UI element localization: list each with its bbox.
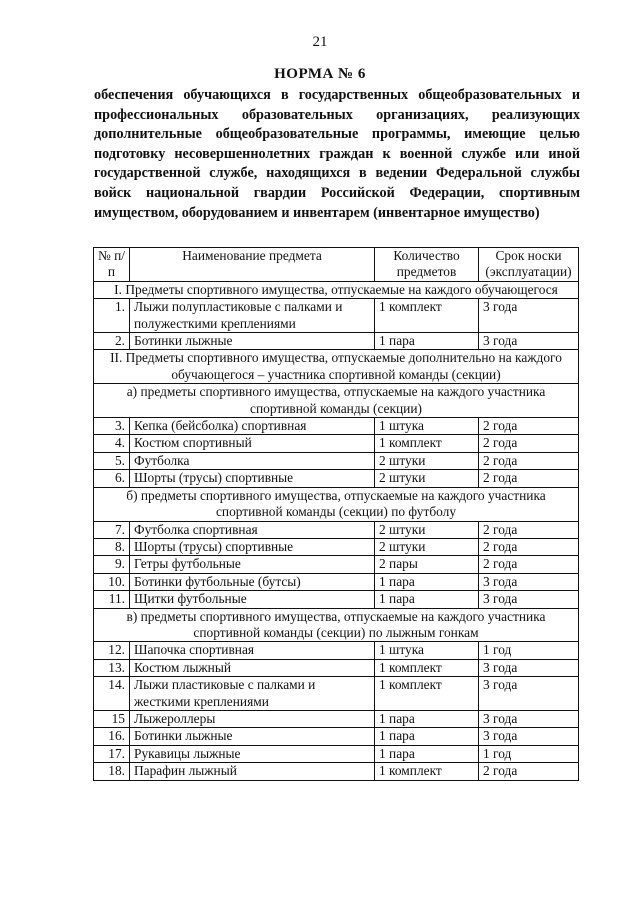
item-term: 1 год — [479, 642, 579, 659]
item-term: 3 года — [479, 299, 579, 333]
item-name: Рукавицы лыжные — [130, 745, 375, 762]
item-quantity: 1 пара — [375, 333, 479, 350]
header-term: Срок носки (эксплуатации) — [479, 248, 579, 282]
table-row — [94, 435, 579, 452]
item-term: 2 года — [479, 538, 579, 555]
item-quantity: 1 комплект — [375, 677, 479, 711]
row-number: 9. — [94, 556, 130, 573]
item-quantity: 1 пара — [375, 573, 479, 590]
table-row — [94, 763, 579, 780]
item-term: 3 года — [479, 659, 579, 676]
subsection-a-heading: а) предметы спортивного имущества, отпускаемые на каждого участника спортивной команды (секции) — [94, 384, 579, 418]
table-row — [94, 573, 579, 590]
row-number: 3. — [94, 418, 130, 435]
page-number: 21 — [312, 34, 328, 50]
row-number: 11. — [94, 591, 130, 608]
table-row — [94, 521, 579, 538]
row-number: 1. — [94, 299, 130, 333]
header-num: № п/п — [94, 248, 130, 282]
item-term: 3 года — [479, 710, 579, 727]
table-row — [94, 745, 579, 762]
item-name: Лыжероллеры — [130, 710, 375, 727]
row-number: 18. — [94, 763, 130, 780]
item-quantity: 1 пара — [375, 728, 479, 745]
row-number: 10. — [94, 573, 130, 590]
table-row — [94, 591, 579, 608]
row-number: 2. — [94, 333, 130, 350]
item-quantity: 2 пары — [375, 556, 479, 573]
row-number: 12. — [94, 642, 130, 659]
table-row — [94, 728, 579, 745]
row-number: 16. — [94, 728, 130, 745]
item-name: Ботинки лыжные — [130, 333, 375, 350]
item-quantity: 1 комплект — [375, 299, 479, 333]
table-row — [94, 452, 579, 469]
row-number: 4. — [94, 435, 130, 452]
document-subtitle: обеспечения обучающихся в государственных общеобразовательных и профессиональных образовательных организациях, реализующих дополнительные общеобразовательные программы, имеющие целью подготовку несовершеннолетних граждан к военной службе или иной государственной службе, находящихся в ведении Федеральной службы войск национальной гвардии Российской Федерации, спортивным имуществом, оборудованием и инвентарем (инвентарное имущество) — [94, 87, 580, 221]
item-term: 2 года — [479, 521, 579, 538]
item-name: Ботинки лыжные — [130, 728, 375, 745]
item-term: 3 года — [479, 333, 579, 350]
item-quantity: 2 штуки — [375, 538, 479, 555]
item-quantity: 1 штука — [375, 642, 479, 659]
item-name: Шапочка спортивная — [130, 642, 375, 659]
table-row — [94, 659, 579, 676]
item-name: Ботинки футбольные (бутсы) — [130, 573, 375, 590]
item-name: Футболка спортивная — [130, 521, 375, 538]
section-2-heading: II. Предметы спортивного имущества, отпускаемые дополнительно на каждого обучающегося – участника спортивной команды (секции) — [94, 350, 579, 384]
item-term: 3 года — [479, 677, 579, 711]
item-quantity: 1 комплект — [375, 659, 479, 676]
item-term: 2 года — [479, 452, 579, 469]
row-number: 7. — [94, 521, 130, 538]
item-name: Лыжи полупластиковые с палками и полужесткими креплениями — [130, 299, 375, 333]
item-term: 2 года — [479, 470, 579, 487]
item-name: Костюм лыжный — [130, 659, 375, 676]
item-quantity: 1 штука — [375, 418, 479, 435]
item-term: 3 года — [479, 573, 579, 590]
subsection-heading-row — [94, 608, 579, 642]
subsection-b-heading: б) предметы спортивного имущества, отпускаемые на каждого участника спортивной команды (секции) по футболу — [94, 487, 579, 521]
table-row — [94, 538, 579, 555]
item-name: Шорты (трусы) спортивные — [130, 538, 375, 555]
item-quantity: 1 пара — [375, 710, 479, 727]
header-qty: Количество предметов — [375, 248, 479, 282]
subsection-heading-row — [94, 384, 579, 418]
item-name: Шорты (трусы) спортивные — [130, 470, 375, 487]
subsection-c-heading: в) предметы спортивного имущества, отпускаемые на каждого участника спортивной команды (секции) по лыжным гонкам — [94, 608, 579, 642]
item-quantity: 2 штуки — [375, 470, 479, 487]
table-row — [94, 677, 579, 711]
table-row — [94, 333, 579, 350]
table-row — [94, 556, 579, 573]
item-name: Щитки футбольные — [130, 591, 375, 608]
document-title: НОРМА № 6 — [274, 66, 366, 82]
item-term: 2 года — [479, 435, 579, 452]
table-row — [94, 418, 579, 435]
section-1-heading: I. Предметы спортивного имущества, отпускаемые на каждого обучающегося — [94, 281, 579, 298]
table-row — [94, 470, 579, 487]
header-name: Наименование предмета — [130, 248, 375, 282]
item-term: 2 года — [479, 763, 579, 780]
table-header-row — [94, 248, 579, 282]
item-quantity: 2 штуки — [375, 452, 479, 469]
item-quantity: 2 штуки — [375, 521, 479, 538]
item-name: Гетры футбольные — [130, 556, 375, 573]
row-number: 5. — [94, 452, 130, 469]
item-name: Парафин лыжный — [130, 763, 375, 780]
item-term: 2 года — [479, 418, 579, 435]
table-row — [94, 299, 579, 333]
norm-table — [93, 247, 579, 781]
row-number: 8. — [94, 538, 130, 555]
item-quantity: 1 пара — [375, 745, 479, 762]
section-heading-row — [94, 281, 579, 298]
item-term: 1 год — [479, 745, 579, 762]
item-name: Костюм спортивный — [130, 435, 375, 452]
item-quantity: 1 пара — [375, 591, 479, 608]
row-number: 17. — [94, 745, 130, 762]
item-name: Кепка (бейсболка) спортивная — [130, 418, 375, 435]
table-row — [94, 642, 579, 659]
item-term: 3 года — [479, 591, 579, 608]
row-number: 15 — [94, 710, 130, 727]
table-body — [94, 281, 579, 780]
item-quantity: 1 комплект — [375, 763, 479, 780]
row-number: 13. — [94, 659, 130, 676]
table-row — [94, 710, 579, 727]
item-name: Лыжи пластиковые с палками и жесткими креплениями — [130, 677, 375, 711]
section-heading-row — [94, 350, 579, 384]
item-quantity: 1 комплект — [375, 435, 479, 452]
item-name: Футболка — [130, 452, 375, 469]
item-term: 3 года — [479, 728, 579, 745]
subsection-heading-row — [94, 487, 579, 521]
item-term: 2 года — [479, 556, 579, 573]
row-number: 6. — [94, 470, 130, 487]
row-number: 14. — [94, 677, 130, 711]
